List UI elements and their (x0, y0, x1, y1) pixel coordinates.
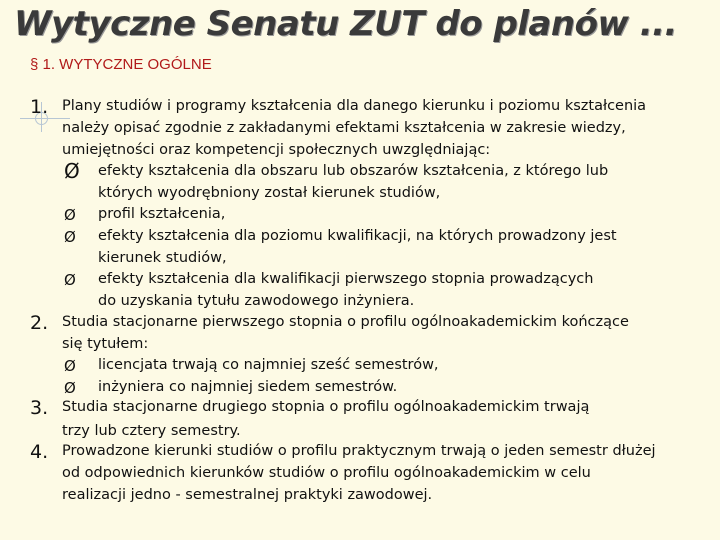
item-text-line: Studia stacjonarne drugiego stopnia o profilu ogólnoakademickim trwają (62, 399, 590, 415)
bullet-text-line: inżyniera co najmniej siedem semestrów. (98, 379, 398, 395)
arrow-bullet-icon: Ø (64, 271, 76, 289)
arrow-bullet-icon: Ø (64, 206, 76, 224)
bullet-text-line: profil kształcenia, (98, 206, 226, 222)
item-number: 3. (30, 397, 49, 419)
bullet-text-line: kierunek studiów, (98, 250, 227, 266)
item-text-line: umiejętności oraz kompetencji społecznych uwzględniając: (62, 142, 491, 158)
item-text-line: od odpowiednich kierunków studiów o profilu ogólnoakademickim w celu (62, 465, 591, 481)
bullet-text-line: efekty kształcenia dla obszaru lub obszarów kształcenia, z którego lub (98, 163, 609, 179)
item-number: 1. (30, 96, 49, 118)
item-number: 4. (30, 441, 49, 463)
item-text-line: należy opisać zgodnie z zakładanymi efektami kształcenia w zakresie wiedzy, (62, 120, 626, 136)
item-text-line: trzy lub cztery semestry. (62, 423, 241, 439)
bullet-text-line: licencjata trwają co najmniej sześć semestrów, (98, 357, 439, 373)
section-heading: § 1. WYTYCZNE OGÓLNE (30, 56, 212, 73)
bullet-text-line: efekty kształcenia dla poziomu kwalifikacji, na których prowadzony jest (98, 228, 617, 244)
arrow-bullet-icon: Ø (64, 159, 80, 183)
arrow-bullet-icon: Ø (64, 228, 76, 246)
item-text-line: Plany studiów i programy kształcenia dla danego kierunku i poziomu kształcenia (62, 98, 647, 114)
page-title: Wytyczne Senatu ZUT do planów ... (14, 4, 677, 44)
bullet-text-line: do uzyskania tytułu zawodowego inżyniera. (98, 293, 415, 309)
bullet-text-line: efekty kształcenia dla kwalifikacji pierwszego stopnia prowadzących (98, 271, 594, 287)
item-text-line: Studia stacjonarne pierwszego stopnia o profilu ogólnoakademickim kończące (62, 314, 629, 330)
bullet-text-line: których wyodrębniony został kierunek studiów, (98, 185, 441, 201)
arrow-bullet-icon: Ø (64, 379, 76, 397)
arrow-bullet-icon: Ø (64, 357, 76, 375)
item-text-line: się tytułem: (62, 336, 149, 352)
item-number: 2. (30, 312, 49, 334)
item-text-line: realizacji jedno - semestralnej praktyki zawodowej. (62, 487, 433, 503)
item-text-line: Prowadzone kierunki studiów o profilu praktycznym trwają o jeden semestr dłużej (62, 443, 656, 459)
